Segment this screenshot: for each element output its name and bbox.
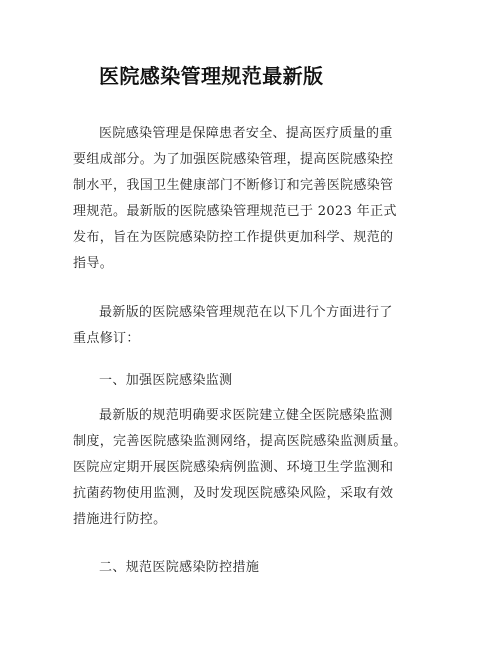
- text-line: 医院应定期开展医院感染病例监测、环境卫生学监测和: [73, 460, 394, 475]
- text-line: 制水平，我国卫生健康部门不断修订和完善医院感染管: [73, 178, 394, 193]
- text-line: 制度，完善医院感染监测网络，提高医院感染监测质量。: [73, 434, 407, 449]
- section-1-paragraph: [73, 403, 407, 533]
- document-title: 医院感染管理规范最新版: [99, 64, 324, 88]
- text-line: 指导。: [73, 256, 114, 271]
- text-line: 二、规范医院感染防控措施: [99, 560, 260, 575]
- text-line: 理规范。最新版的医院感染管理规范已于 2023 年正式: [73, 204, 397, 219]
- text-line: 一、加强医院感染监测: [99, 373, 233, 388]
- section-heading-1: [73, 368, 233, 394]
- text-line: 最新版的规范明确要求医院建立健全医院感染监测: [99, 408, 393, 423]
- text-line: 医院感染管理是保障患者安全、提高医疗质量的重: [99, 126, 393, 141]
- intro-paragraph: [73, 121, 397, 277]
- text-line: 措施进行防控。: [73, 512, 167, 527]
- text-line: 重点修订：: [73, 331, 140, 346]
- text-line: 抗菌药物使用监测，及时发现医院感染风险，采取有效: [73, 486, 394, 501]
- section-heading-2: [73, 555, 259, 581]
- text-line: 要组成部分。为了加强医院感染管理，提高医院感染控: [73, 152, 394, 167]
- revision-intro-paragraph: [73, 300, 393, 352]
- text-line: 最新版的医院感染管理规范在以下几个方面进行了: [99, 305, 393, 320]
- text-line: 发布，旨在为医院感染防控工作提供更加科学、规范的: [73, 230, 394, 245]
